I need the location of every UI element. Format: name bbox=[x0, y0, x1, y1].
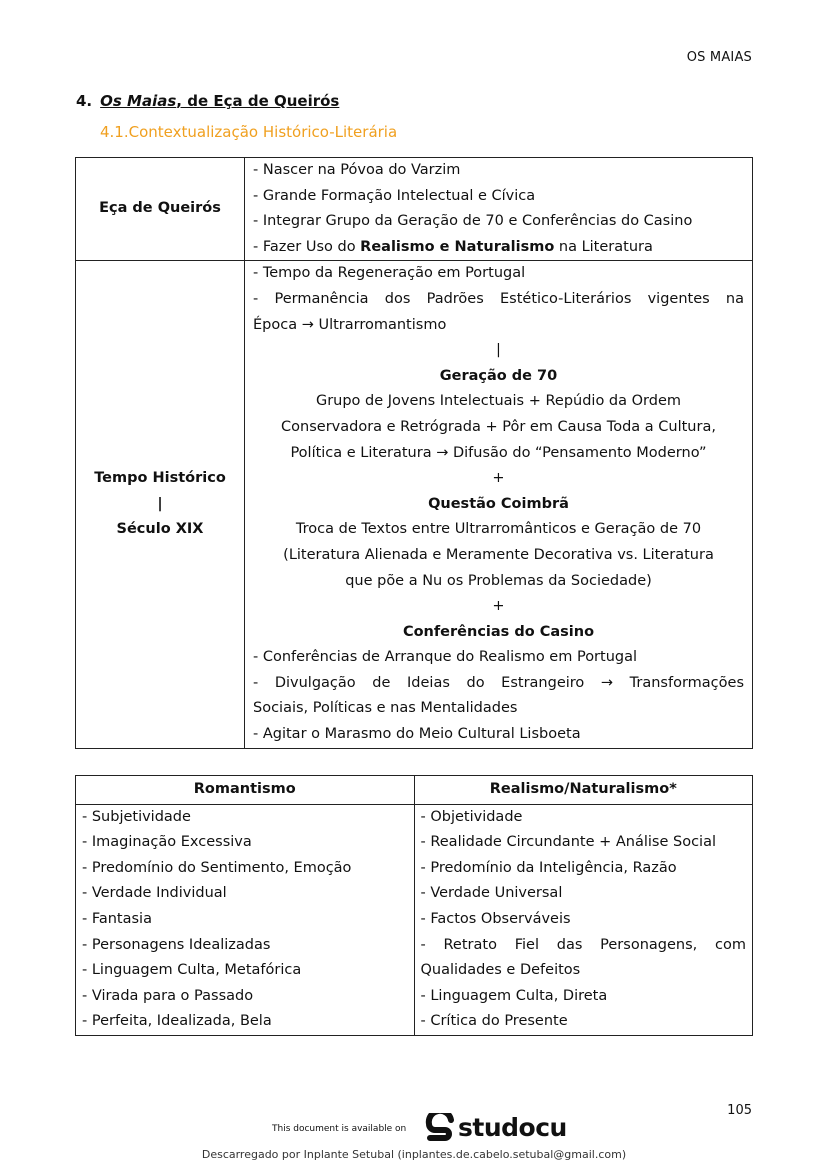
header-row bbox=[76, 776, 753, 805]
list-item: - Tempo da Regeneração em Portugal bbox=[253, 265, 526, 282]
book-title: Os Maias bbox=[100, 92, 177, 110]
row-eca bbox=[76, 158, 753, 261]
download-footer: Descarregado por Inplante Setubal (inplantes.de.cabelo.setubal@gmail.com) bbox=[201, 1148, 627, 1161]
heading-coimbra: Questão Coimbrã bbox=[428, 495, 569, 512]
list-item: - Crítica do Presente bbox=[420, 1013, 568, 1030]
realismo-list bbox=[414, 804, 753, 1035]
subsection-title: 4.1.Contextualização Histórico-Literária bbox=[100, 123, 398, 141]
body-row bbox=[76, 804, 753, 1035]
list-item-cont: Qualidades e Defeitos bbox=[420, 962, 581, 979]
text-line: (Literatura Alienada e Meramente Decorativa vs. Literatura bbox=[283, 546, 714, 563]
text-line: Troca de Textos entre Ultrarromânticos e Geração de 70 bbox=[295, 521, 702, 538]
list-item: - Imaginação Excessiva bbox=[82, 834, 252, 851]
list-item: - Grande Formação Intelectual e Cívica bbox=[253, 187, 536, 204]
bold-term: Realismo e Naturalismo bbox=[360, 238, 555, 255]
list-item: - Fazer Uso do Realismo e Naturalismo na Literatura bbox=[253, 238, 653, 255]
row-content-tempo bbox=[245, 261, 753, 748]
col-header-realismo: Realismo/Naturalismo* bbox=[414, 776, 753, 805]
separator: | bbox=[496, 342, 501, 359]
heading-geracao: Geração de 70 bbox=[439, 367, 558, 384]
list-item: - Realidade Circundante + Análise Social bbox=[420, 834, 716, 851]
heading-casino: Conferências do Casino bbox=[402, 623, 595, 640]
list-item: - Factos Observáveis bbox=[420, 910, 571, 927]
context-table bbox=[75, 157, 753, 749]
row-content-eca bbox=[245, 158, 753, 261]
page-number: 105 bbox=[727, 1103, 752, 1118]
list-item: - Personagens Idealizadas bbox=[82, 936, 271, 953]
list-item: - Linguagem Culta, Direta bbox=[420, 987, 608, 1004]
list-item: - Linguagem Culta, Metafórica bbox=[82, 962, 302, 979]
row-label-tempo: Tempo Histórico | Século XIX bbox=[76, 261, 245, 748]
running-head: OS MAIAS bbox=[686, 50, 752, 65]
list-item: - Permanência dos Padrões Estético-Literários vigentes na bbox=[253, 290, 744, 307]
plus-sign: + bbox=[492, 598, 505, 615]
list-item: - Conferências de Arranque do Realismo em Portugal bbox=[253, 649, 638, 666]
list-item-cont: Sociais, Políticas e nas Mentalidades bbox=[253, 700, 518, 717]
col-header-romantismo: Romantismo bbox=[76, 776, 415, 805]
text-line: Conservadora e Retrógrada + Pôr em Causa Toda a Cultura, bbox=[281, 418, 716, 435]
list-item: - Fantasia bbox=[82, 910, 152, 927]
section-title bbox=[76, 92, 339, 110]
studocu-logo-text[interactable]: studocu bbox=[458, 1113, 567, 1142]
text-line: Política e Literatura → Difusão do “Pensamento Moderno” bbox=[290, 444, 707, 461]
list-item: - Predomínio da Inteligência, Razão bbox=[420, 859, 677, 876]
studocu-logo-icon[interactable] bbox=[424, 1113, 456, 1149]
plus-sign: + bbox=[492, 470, 505, 487]
comparison-table bbox=[75, 775, 753, 1036]
list-item: - Divulgação de Ideias do Estrangeiro → Transformações bbox=[253, 674, 744, 691]
text-line: Grupo de Jovens Intelectuais + Repúdio da Ordem bbox=[315, 393, 682, 410]
list-item: - Retrato Fiel das Personagens, com bbox=[420, 936, 746, 953]
list-item-cont: Época → Ultrarromantismo bbox=[253, 316, 447, 333]
availability-note: This document is available on bbox=[272, 1124, 407, 1134]
romantismo-list bbox=[76, 804, 415, 1035]
row-label-eca: Eça de Queirós bbox=[76, 158, 245, 261]
list-item: - Verdade Universal bbox=[420, 885, 563, 902]
list-item: - Integrar Grupo da Geração de 70 e Conferências do Casino bbox=[253, 213, 693, 230]
list-item: - Verdade Individual bbox=[82, 885, 227, 902]
section-title-rest: , de Eça de Queirós bbox=[176, 92, 340, 110]
list-item: - Predomínio do Sentimento, Emoção bbox=[82, 859, 352, 876]
list-item: - Agitar o Marasmo do Meio Cultural Lisboeta bbox=[253, 726, 581, 743]
list-item: - Subjetividade bbox=[82, 808, 191, 825]
text-line: que põe a Nu os Problemas da Sociedade) bbox=[345, 572, 652, 589]
row-tempo bbox=[76, 261, 753, 748]
section-number: 4. bbox=[76, 92, 93, 110]
list-item: - Nascer na Póvoa do Varzim bbox=[253, 162, 461, 178]
list-item: - Objetividade bbox=[420, 808, 523, 825]
list-item: - Virada para o Passado bbox=[82, 987, 254, 1004]
list-item: - Perfeita, Idealizada, Bela bbox=[82, 1013, 272, 1030]
